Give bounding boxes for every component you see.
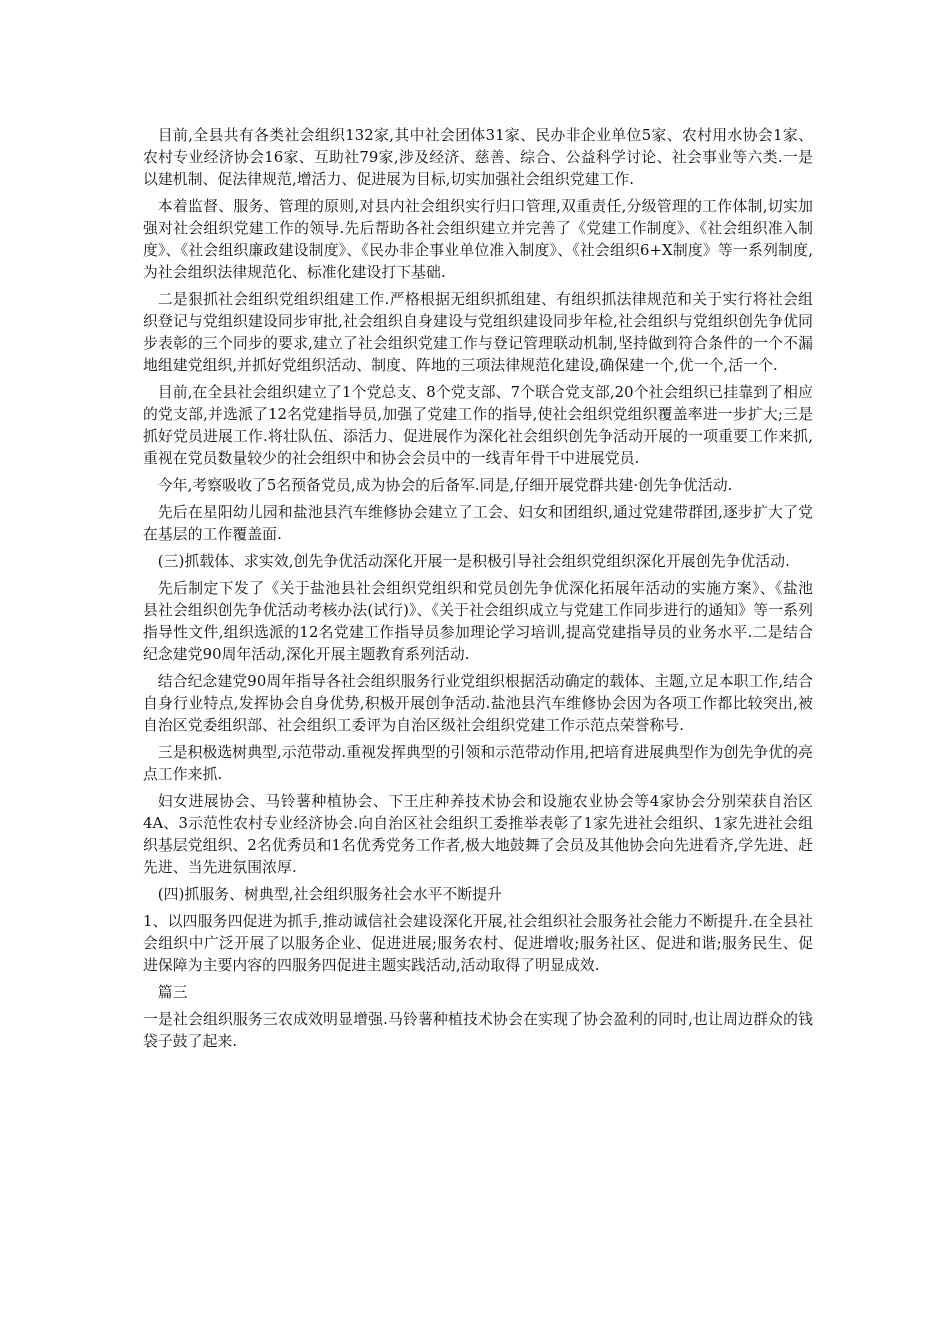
paragraph-1: 目前,全县共有各类社会组织132家,其中社会团体31家、民办非企业单位5家、农村用水协会1家、农村专业经济协会16家、互助社79家,涉及经济、慈善、综合、公益科学讨论、社会事业等六类.一是以建机制、促法律规范,增活力、促进展为目标,切实加强社会组织党建工作. <box>143 127 813 188</box>
paragraph-5: 今年,考察吸收了5名预备党员,成为协会的后备军.同是,仔细开展党群共建·创先争优活动. <box>157 477 733 494</box>
paragraph-8: 先后制定下发了《关于盐池县社会组织党组织和党员创先争优深化拓展年活动的实施方案》、《盐池县社会组织创先争优活动考核办法(试行)》、《关于社会组织成立与党建工作同步进行的通知》等一系列指导性文件,组织选派的12名党建工作指导员参加理论学习培训,提高党建指导员的业务水平.二是结合纪念建党90周年活动,深化开展主题教育系列活动. <box>143 580 813 663</box>
paragraph-3: 二是狠抓社会组织党组织组建工作.严格根据无组织抓组建、有组织抓法律规范和关于实行将社会组织登记与党组织建设同步审批,社会组织自身建设与党组织建设同步年检,社会组织与党组织创先争优同步表彰的三个同步的要求,建立了社会组织党建工作与登记管理联动机制,坚持做到符合条件的一个不漏地组建党组织,并抓好党组织活动、制度、阵地的三项法律规范化建设,确保建一个,优一个,活一个. <box>143 291 813 374</box>
section-heading-4: (四)抓服务、树典型,社会组织服务社会水平不断提升 <box>157 886 503 903</box>
paragraph-2: 本着监督、服务、管理的原则,对县内社会组织实行归口管理,双重责任,分级管理的工作体制,切实加强对社会组织党建工作的领导.先后帮助各社会组织建立并完善了《党建工作制度》、《社会组织准入制度》、《社会组织廉政建设制度》、《民办非企事业单位准入制度》、《社会组织6+X制度》等一系列制度,为社会组织法律规范化、标准化建设打下基础. <box>143 198 813 281</box>
paragraph-4: 目前,在全县社会组织建立了1个党总支、8个党支部、7个联合党支部,20个社会组织已挂靠到了相应的党支部,并选派了12名党建指导员,加强了党建工作的指导,使社会组织党组织覆盖率进一步扩大;三是抓好党员进展工作.将壮队伍、添活力、促进展作为深化社会组织创先争活动开展的一项重要工作来抓,重视在党员数量较少的社会组织中和协会会员中的一线青年骨干中进展党员. <box>143 384 813 467</box>
paragraph-9: 结合纪念建党90周年指导各社会组织服务行业党组织根据活动确定的载体、主题,立足本职工作,结合自身行业特点,发挥协会自身优势,积极开展创争活动.盐池县汽车维修协会因为各项工作都比较突出,被自治区党委组织部、社会组织工委评为自治区级社会组织党建工作示范点荣誉称号. <box>143 673 813 734</box>
paragraph-10: 三是积极选树典型,示范带动.重视发挥典型的引领和示范带动作用,把培育进展典型作为创先争优的亮点工作来抓. <box>143 744 813 783</box>
section-heading-3: (三)抓载体、求实效,创先争优活动深化开展一是积极引导社会组织党组织深化开展创先争优活动. <box>157 553 790 570</box>
document-body <box>143 125 813 1058</box>
paragraph-11: 妇女进展协会、马铃薯种植协会、下王庄种养技术协会和设施农业协会等4家协会分别荣获自治区4A、3示范性农村专业经济协会.向自治区社会组织工委推举表彰了1家先进社会组织、1家先进社会组织基层党组织、2名优秀员和1名优秀党务工作者,极大地鼓舞了会员及其他协会向先进看齐,学先进、赶先进、当先进氛围浓厚. <box>143 793 813 876</box>
paragraph-13: 1、以四服务四促进为抓手,推动诚信社会建设深化开展,社会组织社会服务社会能力不断提升.在全县社会组织中广泛开展了以服务企业、促进进展;服务农村、促进增收;服务社区、促进和谐;服务民生、促进保障为主要内容的四服务四促进主题实践活动,活动取得了明显成效. <box>143 913 813 974</box>
part-heading: 篇三 <box>157 984 188 1001</box>
paragraph-15: 一是社会组织服务三农成效明显增强.马铃薯种植技术协会在实现了协会盈利的同时,也让周边群众的钱袋子鼓了起来. <box>143 1011 813 1050</box>
paragraph-6: 先后在星阳幼儿园和盐池县汽车维修协会建立了工会、妇女和团组织,通过党建带群团,逐步扩大了党在基层的工作覆盖面. <box>143 504 813 543</box>
